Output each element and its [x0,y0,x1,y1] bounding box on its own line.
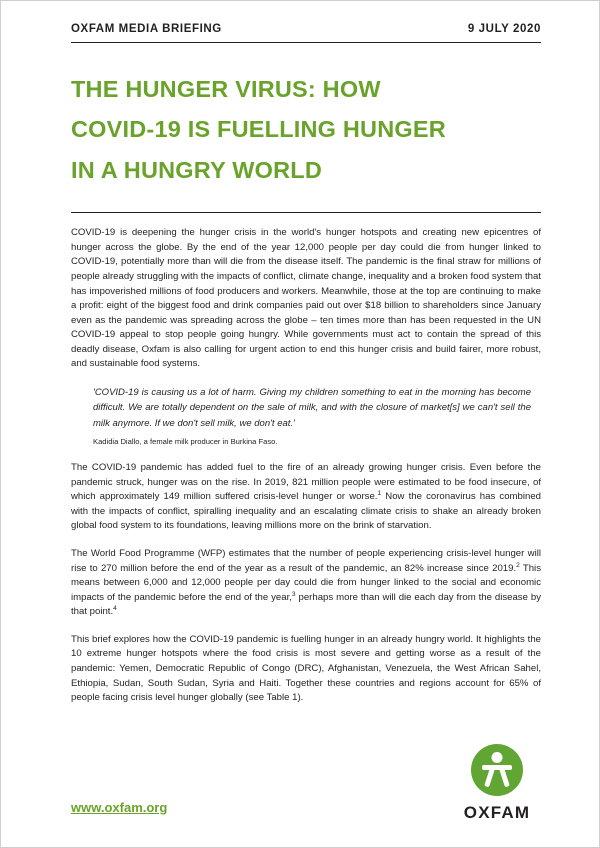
paragraph-summary: COVID-19 is deepening the hunger crisis in the world's hunger hotspots and creating new epicentres of hunger across the globe. By the end of the year 12,000 people per day could die from hunger linked to COVID-19, potentially more than will die from the disease itself. The pandemic is the final straw for millions of people already struggling with the impacts of conflict, climate change, inequality and a broken food system that has impoverished millions of food producers and workers. Meanwhile, those at the top are continuing to make a profit: eight of the biggest food and drink companies paid out over $18 billion to shareholders since January even as the pandemic was spreading across the globe – ten times more than has been requested in the UN COVID-19 appeal to stop people going hungry. While governments must act to contain the spread of this deadly disease, Oxfam is also calling for urgent action to end this hunger crisis and build fairer, more robust, and sustainable food systems. [71,227,541,370]
logo-left-leg-shape [484,768,495,788]
title-line-2: COVID-19 IS FUELLING HUNGER [71,116,446,143]
logo-arms-shape [482,765,512,770]
pull-quote-attribution: Kadidia Diallo, a female milk producer in Burkina Faso. [93,437,278,447]
document-footer [1,729,599,847]
document-header [71,23,541,35]
page-title [71,69,541,190]
footnote-ref-3: 3 [291,590,296,598]
footnote-ref-2: 2 [516,561,520,569]
oxfam-website-link[interactable]: www.oxfam.org [71,800,168,815]
title-line-3: IN A HUNGRY WORLD [71,156,323,183]
footnote-ref-4: 4 [113,605,117,613]
footnote-ref-1: 1 [377,490,382,498]
title-line-1: THE HUNGER VIRUS: HOW [71,76,381,102]
header-date: 9 JULY 2020 [467,23,541,35]
logo-head-shape [492,752,503,763]
header-publication-label: OXFAM MEDIA BRIEFING [71,23,222,35]
header-divider [71,42,541,43]
body-section [71,212,541,706]
paragraph-wfp-estimate [71,547,541,620]
paragraph-wfp-text-b: This means between 6,000 and 12,000 people per day could die from hunger linked to the social and economic impacts of the pandemic before the end of the year, [71,562,541,603]
paragraph-hunger-rise-text-a: The COVID-19 pandemic has added fuel to the fire of an already growing hunger crisis. Even before the pandemic struck, hunger was on the rise. In 2019, 821 million people were estimated to be food insecure, of which approximately 149 million suffered crisis-level hunger or worse. [71,462,541,503]
page-content [1,1,599,847]
logo-right-leg-shape [499,768,510,788]
paragraph-wfp-text-c: perhaps more than will die each day from the disease by that point. [71,591,541,618]
paragraph-brief-scope: This brief explores how the COVID-19 pandemic is fuelling hunger in an already hungry world. It highlights the 10 extreme hunger hotspots where the food crisis is most severe and getting worse as a result of the pandemic: Yemen, Democratic Republic of Congo (DRC), Afghanistan, Venezuela, the West African Sahel, Ethiopia, Sudan, South Sudan, Syria and Haiti. Together these countries and regions account for 65% of people facing crisis level hunger globally (see Table 1). [71,633,541,704]
pull-quote: 'COVID-19 is causing us a lot of harm. Giving my children something to eat in the morning has become difficult. We are totally dependent on the sale of milk, and with the closure of market[s] we can't sell the milk anymore. If we don't sell milk, we don't eat.' [93,387,531,429]
paragraph-wfp-text-a: The World Food Programme (WFP) estimates that the number of people experiencing crisis-level hunger will rise to 270 million before the end of the year as a result of the pandemic, an 82% increase since 2019. [71,548,541,574]
oxfam-logo [451,744,543,823]
paragraph-hunger-rise [71,461,541,534]
oxfam-logo-text: OXFAM [463,803,531,822]
paragraph-hunger-rise-text-b: Now the coronavirus has combined with the impacts of conflict, spiralling inequality and an escalating climate crisis to shake an already broken global food system to its foundations, leaving millions more on the brink of starvation. [71,491,542,532]
oxfam-person-icon [471,744,523,796]
